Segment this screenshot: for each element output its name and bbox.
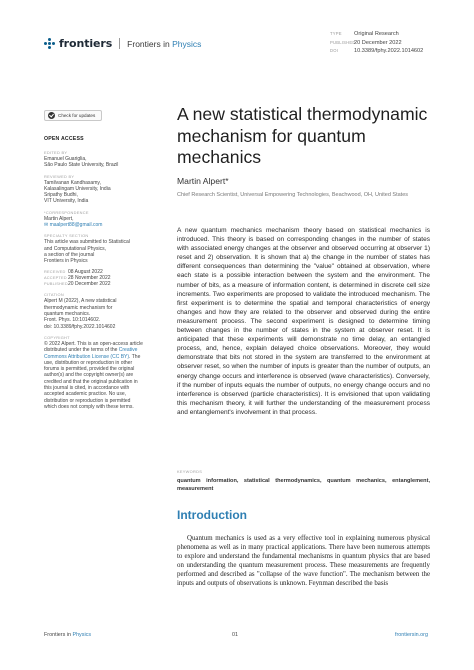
keywords-heading: KEYWORDS — [177, 469, 203, 474]
citation: Alpert M (2022), A new statistical thermodynamic mechanism for quantum mechanics. Front. Phys. 10:1014602. doi: 10.3389/fphy.2022.1014602 — [44, 298, 117, 330]
introduction-paragraph: Quantum mechanics is used as a very effective tool in explaining numerous physical phenomena as well as in many practical applications. There have been numerous attempts to explore and understand the fundamental mechanisms in quantum physics that are based on understanding the quantum measurement process. These measurements are frequently performed and described as "collapse of the wave function". The mechanism between the inputs and outputs of observations is unknown. Feynman described the basis — [177, 535, 430, 588]
logo-wordmark: frontiers — [59, 37, 113, 50]
author-affiliation: Chief Research Scientist, Universal Empowering Technologies, Beachwood, OH, United States — [177, 192, 409, 198]
article-title: A new statistical thermodynamic mechanism for quantum mechanics — [177, 104, 428, 167]
specialty-section: This article was submitted to Statistical and Computational Physics, a section of the journal Frontiers in Physics — [44, 239, 130, 265]
received-date: RECEIVED 08 August 2022 — [44, 268, 103, 275]
article-meta: TYPE Original Research PUBLISHED20 December 2022 DOI 10.3389/fphy.2022.1014602 — [330, 31, 424, 55]
published-date-left: PUBLISHED20 December 2022 — [44, 281, 111, 288]
cc-license-link[interactable]: Creative Commons Attribution License (CC BY) — [44, 347, 138, 360]
logo-divider — [119, 38, 120, 49]
journal-name: Frontiers in Physics — [127, 38, 202, 49]
footer-site-link[interactable]: frontiersin.org — [395, 632, 428, 638]
introduction-heading: Introduction — [177, 508, 247, 522]
frontiers-logo-icon — [44, 38, 55, 49]
abstract: A new quantum mechanics mechanism theory based on statistical mechanics is introduced. This theory is based on corresponding changes in the number of states with associated energy changes at the observer and observed occurring at observer 1) reset and 2) observation. It is shown that a) the change in the number of states has different consequences than determining the "value" obtained at observation, where each state is a possible interaction between the system and the environment. The number of bits, as a measure of information content, is determined in discrete cell size increments. Two experiments are proposed to validate the introduced mechanism. The first experiment is to determine the spatial and temporal characteristics of energy changes and how they are related to the observer and observed during the entire measurement process. The second experiment is designed to determine timing between changes in the number of states in the system at observer reset. It is anticipated that these experiments will demonstrate no time delay, an entangled process, and, hence, explain delayed choice observations. Moreover, they would demonstrate that bits not stored in the system are transferred to the environment at observer reset, so when the number of inputs is greater than the number of outputs, an energy change occurs and interference is observed (wave characteristics). Conversely, if the number of inputs equals the number of outputs, no energy change occurs and no interference is observed (particle characteristics). It is envisioned that upon validating this mechanism theory, it will further the understanding of the measurement process and entanglement's involvement in that process. — [177, 227, 430, 416]
frontiers-logo[interactable] — [44, 37, 201, 50]
check-for-updates-button[interactable]: Check for updates — [44, 110, 102, 121]
check-updates-icon — [48, 112, 55, 119]
correspondence: Martin Alpert, ✉ maalpert88@gmail.com — [44, 216, 144, 229]
sidebar-info: OPEN ACCESS EDITED BY Emanuel Guariglia, São Paulo State University, Brazil REVIEWED BY Tamilvanan Kandhasamy, Kalasalingam University, India Sripathy Budhi, VIT University, India *CORRESPONDENCE Martin Alpert, ✉ maalpert88@gmail.com SPECIALTY SECTION This article was submitted to Statistical and Computational Physics, a section of the journal Frontiers in Physics RECEIVED 08 August 2022 ACCEPTED28 November 2022 PUBLISHED20 December 2022 CITATION Alpert M (2022), A new statistical thermodynamic mechanism for quantum mechanics. Front. Phys. 10:1014602. doi: 10.3389/fphy.2022.1014602 COPYRIGHT © 2022 Alpert. This is an open-access article distributed under the terms of the Creative Commons Attribution License (CC BY). The use, distribution or reproduction in other forums is permitted, provided the original author(s) and the copyright owner(s) are credited and that the original publication in this journal is cited, in accordance with accepted academic practice. No use, distribution or reproduction is permitted which does not comply with these terms. — [44, 136, 143, 410]
keywords: quantum information, statistical thermodynamics, quantum mechanics, entanglement, measurement — [177, 478, 430, 492]
author-name: Martin Alpert* — [177, 176, 229, 186]
accepted-date: ACCEPTED28 November 2022 — [44, 274, 111, 281]
footer-journal: Frontiers in Physics — [44, 632, 92, 638]
reviewed-by: Tamilvanan Kandhasamy, Kalasalingam University, India Sripathy Budhi, VIT University, India — [44, 179, 111, 205]
page-number: 01 — [232, 632, 238, 638]
open-access-label: OPEN ACCESS — [44, 136, 84, 142]
article-type: Original Research — [354, 31, 399, 37]
published-date: 20 December 2022 — [354, 39, 402, 46]
copyright: © 2022 Alpert. This is an open-access article distributed under the terms of the Creative Commons Attribution License (CC BY). The use, distribution or reproduction in other forums is permitted, provided the original author(s) and the copyright owner(s) are credited and that the original publication in this journal is cited, in accordance with accepted academic practice. No use, distribution or reproduction is permitted which does not comply with these terms. — [44, 340, 143, 410]
doi: 10.3389/fphy.2022.1014602 — [354, 48, 424, 55]
email-link[interactable]: ✉ maalpert88@gmail.com — [44, 222, 103, 229]
edited-by: Emanuel Guariglia, São Paulo State University, Brazil — [44, 156, 119, 169]
